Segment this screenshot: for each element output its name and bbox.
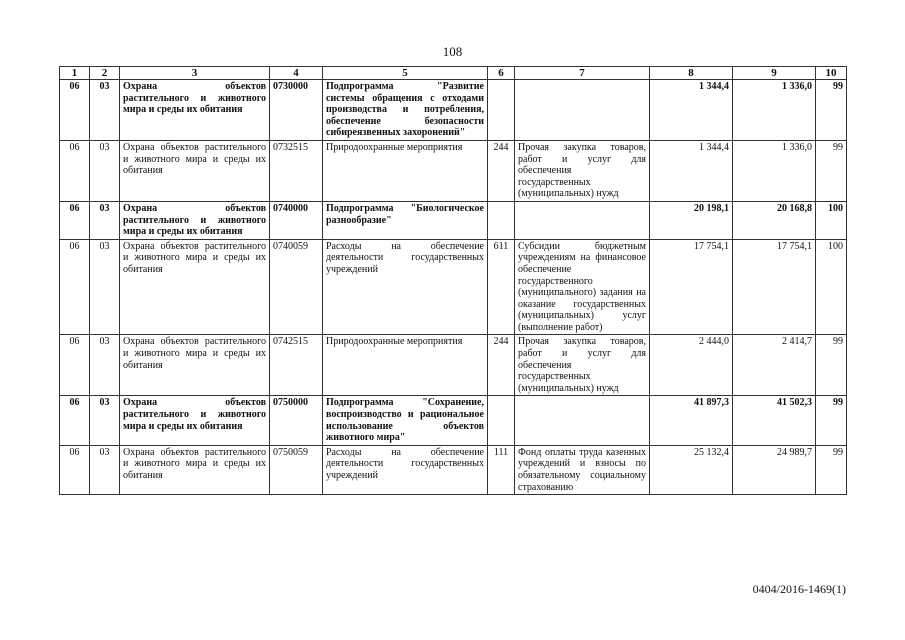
cell-target-code: 0740059: [270, 239, 323, 335]
cell-section-name: Охрана объектов растительного и животного мира и среды их обитания: [120, 445, 270, 494]
cell-section: 06: [60, 239, 90, 335]
column-header: 9: [733, 67, 816, 80]
table-row: [60, 396, 847, 445]
cell-section: 06: [60, 140, 90, 201]
cell-target-code: 0742515: [270, 335, 323, 396]
table-row: [60, 445, 847, 494]
cell-section-name: Охрана объектов растительного и животного мира и среды их обитания: [120, 140, 270, 201]
cell-subsection: 03: [90, 396, 120, 445]
cell-expense-type: [488, 80, 515, 141]
column-header: 2: [90, 67, 120, 80]
cell-program-name: Подпрограмма "Развитие системы обращения с отходами производства и потребления, обеспечение безопасности сибиреязвенных захоронений": [323, 80, 488, 141]
cell-planned: 20 198,1: [650, 201, 733, 239]
cell-expense-type: 244: [488, 335, 515, 396]
cell-executed: 24 989,7: [733, 445, 816, 494]
cell-planned: 2 444,0: [650, 335, 733, 396]
cell-target-code: 0732515: [270, 140, 323, 201]
cell-expense-type: 611: [488, 239, 515, 335]
cell-section-name: Охрана объектов растительного и животного мира и среды их обитания: [120, 396, 270, 445]
cell-program-name: Расходы на обеспечение деятельности государственных учреждений: [323, 445, 488, 494]
cell-target-code: 0740000: [270, 201, 323, 239]
column-header: 5: [323, 67, 488, 80]
cell-section-name: Охрана объектов растительного и животного мира и среды их обитания: [120, 201, 270, 239]
cell-section-name: Охрана объектов растительного и животного мира и среды их обитания: [120, 335, 270, 396]
cell-planned: 1 344,4: [650, 80, 733, 141]
table-header-row: [60, 67, 847, 80]
document-code: 0404/2016-1469(1): [752, 582, 846, 596]
cell-target-code: 0750059: [270, 445, 323, 494]
column-header: 1: [60, 67, 90, 80]
table-row: [60, 239, 847, 335]
cell-executed: 1 336,0: [733, 80, 816, 141]
cell-expense-name: Прочая закупка товаров, работ и услуг для обеспечения государственных (муниципальных) нужд: [515, 140, 650, 201]
cell-section: 06: [60, 396, 90, 445]
cell-subsection: 03: [90, 80, 120, 141]
cell-subsection: 03: [90, 201, 120, 239]
column-header: 6: [488, 67, 515, 80]
cell-subsection: 03: [90, 140, 120, 201]
column-header: 3: [120, 67, 270, 80]
cell-expense-name: [515, 201, 650, 239]
cell-expense-name: [515, 80, 650, 141]
cell-program-name: Расходы на обеспечение деятельности государственных учреждений: [323, 239, 488, 335]
cell-executed: 1 336,0: [733, 140, 816, 201]
table-row: [60, 80, 847, 141]
cell-program-name: Природоохранные мероприятия: [323, 335, 488, 396]
cell-expense-name: [515, 396, 650, 445]
cell-expense-name: Субсидии бюджетным учреждениям на финансовое обеспечение государственного (муниципального) задания на оказание государственных (муниципальных) услуг (выполнение работ): [515, 239, 650, 335]
cell-program-name: Подпрограмма "Сохранение, воспроизводство и рациональное использование объектов животного мира": [323, 396, 488, 445]
cell-target-code: 0750000: [270, 396, 323, 445]
cell-percent: 99: [816, 445, 847, 494]
cell-subsection: 03: [90, 445, 120, 494]
column-header: 10: [816, 67, 847, 80]
cell-planned: 17 754,1: [650, 239, 733, 335]
cell-percent: 99: [816, 80, 847, 141]
cell-section: 06: [60, 201, 90, 239]
page-number: 108: [442, 44, 463, 59]
cell-executed: 20 168,8: [733, 201, 816, 239]
column-header: 8: [650, 67, 733, 80]
cell-executed: 17 754,1: [733, 239, 816, 335]
cell-planned: 1 344,4: [650, 140, 733, 201]
cell-expense-name: Прочая закупка товаров, работ и услуг для обеспечения государственных (муниципальных) нужд: [515, 335, 650, 396]
column-header: 7: [515, 67, 650, 80]
table-row: [60, 335, 847, 396]
cell-subsection: 03: [90, 239, 120, 335]
cell-section: 06: [60, 80, 90, 141]
table-row: [60, 201, 847, 239]
cell-percent: 99: [816, 396, 847, 445]
cell-planned: 41 897,3: [650, 396, 733, 445]
budget-table: [59, 66, 847, 495]
cell-executed: 2 414,7: [733, 335, 816, 396]
cell-target-code: 0730000: [270, 80, 323, 141]
cell-executed: 41 502,3: [733, 396, 816, 445]
cell-expense-name: Фонд оплаты труда казенных учреждений и взносы по обязательному социальному страхованию: [515, 445, 650, 494]
cell-program-name: Подпрограмма "Биологическое разнообразие": [323, 201, 488, 239]
cell-percent: 100: [816, 239, 847, 335]
cell-section-name: Охрана объектов растительного и животного мира и среды их обитания: [120, 80, 270, 141]
cell-expense-type: 111: [488, 445, 515, 494]
cell-program-name: Природоохранные мероприятия: [323, 140, 488, 201]
cell-expense-type: 244: [488, 140, 515, 201]
cell-section: 06: [60, 445, 90, 494]
cell-expense-type: [488, 201, 515, 239]
column-header: 4: [270, 67, 323, 80]
table-row: [60, 140, 847, 201]
cell-percent: 99: [816, 335, 847, 396]
cell-percent: 99: [816, 140, 847, 201]
cell-percent: 100: [816, 201, 847, 239]
cell-planned: 25 132,4: [650, 445, 733, 494]
cell-expense-type: [488, 396, 515, 445]
cell-section-name: Охрана объектов растительного и животного мира и среды их обитания: [120, 239, 270, 335]
cell-section: 06: [60, 335, 90, 396]
cell-subsection: 03: [90, 335, 120, 396]
